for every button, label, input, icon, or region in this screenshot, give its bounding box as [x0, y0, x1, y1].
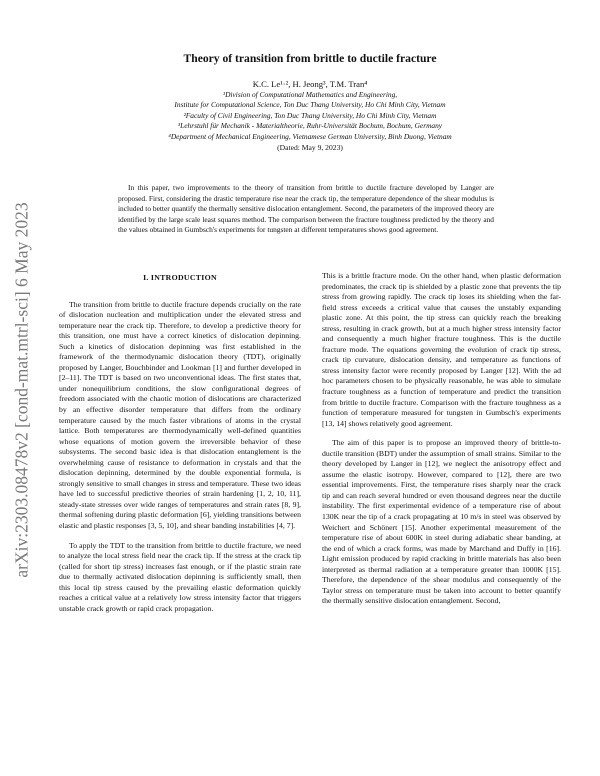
affiliation-1: ¹Division of Computational Mathematics and Engineering, — [222, 90, 398, 99]
abstract — [118, 183, 494, 236]
paper-header — [50, 52, 570, 152]
affiliation-3: ³Lehrstuhl für Mechanik - Materialtheorie, Ruhr-Universität Bochum, Bochum, Germany — [177, 121, 443, 131]
affiliation-1-cont: Institute for Computational Science, Ton Duc Thang University, Ho Chi Minh City, Vietnam — [174, 100, 446, 110]
paragraph: The aim of this paper is to propose an improved theory of brittle-to-ductile transition (BDT) under the assumption of small strains. Similar to the theory developed by Langer in [12], we neglect the anisotropy effect and assume the elastic isotropy. However, compared to [12], there are two essential improvements. First, the temperature rises sharply near the crack tip and can reach several hundred or even thousand degrees near the ductile instability. The first experimental evidence of a temperature rise of about 130K near the tip of a crack propagating at 10 m/s in steel was observed by Weichert and Schönert [15]. Another experimental measurement of the temperature rise of about 600K in steel during adiabatic shear banding, at the end of which a crack forms, was made by Marchand and Duffy in [16]. Light emission produced by rapid cracking in brittle materials has also been interpreted as thermal radiation at a temperature greater than 1000K [15]. Therefore, the dependence of the shear modulus and consequently of the Taylor stress on temperature must be taken into account to better quantify the thermally sensitive dislocation entanglement. Second, — [322, 438, 561, 606]
affiliation-4: ⁴Department of Mechanical Engineering, Vietnamese German University, Binh Duong, Vietnam — [168, 131, 452, 141]
affiliation-2: ²Faculty of Civil Engineering, Ton Duc Thang University, Ho Chi Minh City, Vietnam — [183, 110, 437, 120]
paragraph: To apply the TDT to the transition from brittle to ductile fracture, we need to analyze the local stress field near the crack tip. If the stress at the crack tip (called for short tip stress) increases fast enough, or if the plastic strain rate due to thermally activated dislocation depinning is sufficiently small, then this local tip stress caused by the prevailing elastic deformation quickly reaches a critical value at a relatively low stress intensity factor that triggers unstable crack growth or rapid crack propagation. — [59, 540, 301, 613]
dated-line: (Dated: May 9, 2023) — [277, 143, 343, 153]
left-column — [59, 273, 301, 614]
arxiv-identifier: arXiv:2303.08478v2 [cond-mat.mtrl-sci] 6 May 2023 — [11, 202, 32, 578]
arxiv-sidebar — [0, 0, 40, 776]
paragraph: This is a brittle fracture mode. On the other hand, when plastic deformation predominates, the crack tip is shielded by a plastic zone that prevents the tip stress from growing rapidly. The crack tip loses its shielding when the far-field stress exceeds a critical value that causes the unstably expanding plastic zone. At this point, the tip stress can quickly reach the breaking stress, resulting in crack growth, but at a much higher stress intensity factor and consequently a much higher fracture toughness. This is the ductile fracture mode. The equations governing the evolution of crack tip stress, crack tip curvature, dislocation density, and temperature as functions of stress intensity factor were recently proposed by Langer [12]. With the ad hoc parameters chosen to be physically reasonable, he was able to simulate fracture toughness as a function of temperature and predict the transition from brittle to ductile fracture. Comparison with the fracture toughness as a function of temperature measured for tungsten in Gumbsch's experiments [13, 14] shows relatively good agreement. — [322, 271, 561, 428]
author-list: K.C. Le¹·², H. Jeong³, T.M. Tran⁴ — [252, 79, 368, 89]
abstract-text: In this paper, two improvements to the theory of transition from brittle to ductile fracture developed by Langer are proposed. First, considering the drastic temperature rise near the crack tip, the temperature dependence of the shear modulus is included to better quantify the thermally sensitive dislocation entanglement. Second, the parameters of the improved theory are identified by the large scale least squares method. The comparison between the fracture toughness predicted by the theory and the values obtained in Gumbsch's experiments for tungsten at different temperatures shows good agreement. — [118, 183, 494, 235]
paper-title: Theory of transition from brittle to ductile fracture — [183, 52, 437, 65]
paragraph: The transition from brittle to ductile fracture depends crucially on the rate of dislocation nucleation and multiplication under the elevated stress and temperature near the crack tip. Therefore, to develop a predictive theory for this transition, one must have a correct kinetics of dislocation depinning. Such a kinetics of dislocation depinning was first established in the framework of the thermodynamic dislocation theory (TDT), originally proposed by Langer, Bouchbinder and Lookman [1] and further developed in [2–11]. The TDT is based on two unconventional ideas. The first states that, under nonequilibrium conditions, the slow configurational degrees of freedom associated with the chaotic motion of dislocations are characterized by an effective disorder temperature that differs from the ordinary temperature caused by the much faster vibrations of atoms in the crystal lattice. Both temperatures are thermodynamically well-defined quantities whose equations of motion govern the irreversible behavior of these subsystems. The second basic idea is that dislocation entanglement is the overwhelming cause of resistance to deformation in crystals and that the dislocation depinning, determined by the double exponential formula, is strongly sensitive to small changes in stress and temperature. These two ideas have led to successful predictive theories of strain hardening [1, 2, 10, 11], steady-state stresses over wide ranges of temperatures and strain rates [8, 9], thermal softening during plastic deformation [6], yielding transitions between elastic and plastic responses [3, 5, 10], and shear banding instabilities [4, 7]. — [59, 299, 301, 531]
right-column — [322, 271, 561, 607]
section-heading-introduction: I. INTRODUCTION — [143, 273, 217, 282]
